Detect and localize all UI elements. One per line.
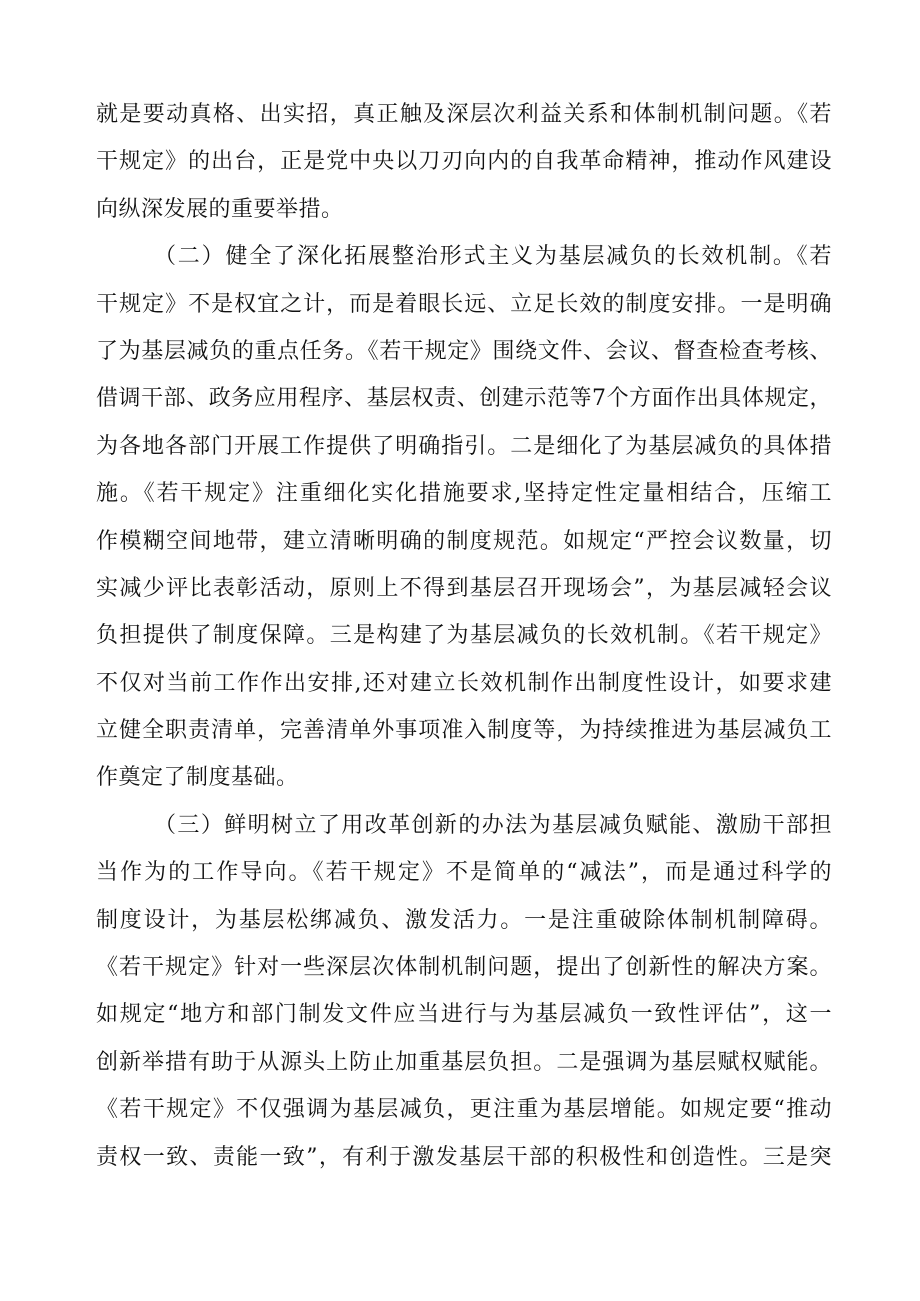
text-line: 创新举措有助于从源头上防止加重基层负担。二是强调为基层赋权赋能。 xyxy=(96,1049,832,1075)
text-line: 为各地各部门开展工作提供了明确指引。二是细化了为基层减负的具体措 xyxy=(96,433,832,459)
text-line: 责权一致、责能一致”，有利于激发基层干部的积极性和创造性。三是突 xyxy=(96,1144,832,1170)
text-line: （三）鲜明树立了用改革创新的办法为基层减负赋能、激励干部担 xyxy=(154,812,832,838)
text-line: 《若干规定》不仅强调为基层减负，更注重为基层增能。如规定要“推动 xyxy=(96,1097,832,1123)
text-line: 施。《若干规定》注重细化实化措施要求,坚持定性定量相结合，压缩工 xyxy=(96,481,832,507)
document-page xyxy=(96,91,832,1181)
text-line: 了为基层减负的重点任务。《若干规定》围绕文件、会议、督查检查考核、 xyxy=(96,338,832,364)
text-line: 《若干规定》针对一些深层次体制机制问题，提出了创新性的解决方案。 xyxy=(96,955,832,981)
text-line: 向纵深发展的重要举措。 xyxy=(96,196,344,222)
text-line: 作奠定了制度基础。 xyxy=(96,765,299,791)
text-line: 不仅对当前工作作出安排,还对建立长效机制作出制度性设计，如要求建 xyxy=(96,670,832,696)
text-line: 制度设计，为基层松绑减负、激发活力。一是注重破除体制机制障碍。 xyxy=(96,907,832,933)
text-line: 干规定》的出台，正是党中央以刀刃向内的自我革命精神，推动作风建设 xyxy=(96,149,832,175)
text-line: 借调干部、政务应用程序、基层权责、创建示范等7个方面作出具体规定， xyxy=(96,386,832,412)
text-line: 负担提供了制度保障。三是构建了为基层减负的长效机制。《若干规定》 xyxy=(96,623,832,649)
text-line: 实减少评比表彰活动，原则上不得到基层召开现场会”，为基层减轻会议 xyxy=(96,575,832,601)
text-line: 立健全职责清单，完善清单外事项准入制度等，为持续推进为基层减负工 xyxy=(96,718,832,744)
text-line: 如规定“地方和部门制发文件应当进行与为基层减负一致性评估”，这一 xyxy=(96,1002,832,1028)
text-line: （二）健全了深化拓展整治形式主义为基层减负的长效机制。《若 xyxy=(154,244,832,270)
text-line: 干规定》不是权宜之计，而是着眼长远、立足长效的制度安排。一是明确 xyxy=(96,291,832,317)
text-line: 当作为的工作导向。《若干规定》不是简单的“减法”，而是通过科学的 xyxy=(96,860,832,886)
text-line: 就是要动真格、出实招，真正触及深层次利益关系和体制机制问题。《若 xyxy=(96,102,832,127)
text-line: 作模糊空间地带，建立清晰明确的制度规范。如规定“严控会议数量，切 xyxy=(96,528,832,554)
